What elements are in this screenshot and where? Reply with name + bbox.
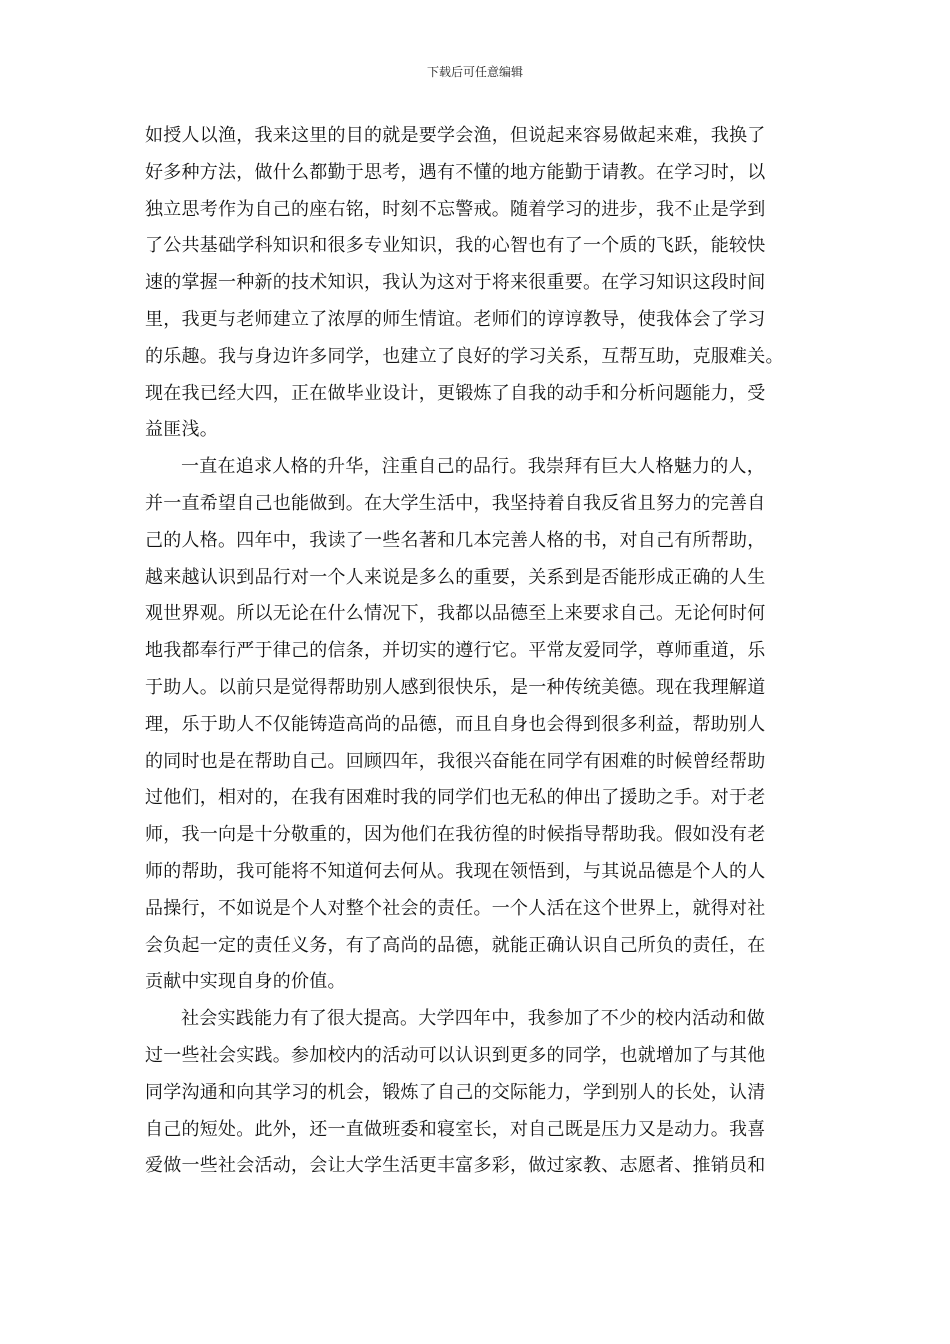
text-line: 速的掌握一种新的技术知识，我认为这对于将来很重要。在学习知识这段时间 <box>145 272 766 294</box>
text-line: 过一些社会实践。参加校内的活动可以认识到更多的同学，也就增加了与其他 <box>145 1044 766 1066</box>
text-line: 社会实践能力有了很大提高。大学四年中，我参加了不少的校内活动和做 <box>181 1008 765 1030</box>
text-line: 同学沟通和向其学习的机会，锻炼了自己的交际能力，学到别人的长处，认清 <box>145 1081 766 1103</box>
text-line: 越来越认识到品行对一个人来说是多么的重要，关系到是否能形成正确的人生 <box>145 566 766 588</box>
text-line: 爱做一些社会活动，会让大学生活更丰富多彩，做过家教、志愿者、推销员和 <box>145 1155 766 1177</box>
page-header: 下载后可任意编辑 <box>426 65 523 79</box>
text-line: 师的帮助，我可能将不知道何去何从。我现在领悟到，与其说品德是个人的人 <box>145 860 766 882</box>
paragraph-2 <box>145 449 806 1001</box>
text-line: 观世界观。所以无论在什么情况下，我都以品德至上来要求自己。无论何时何 <box>145 603 766 625</box>
text-line: 益匪浅。 <box>145 419 218 441</box>
text-line: 理，乐于助人不仅能铸造高尚的品德，而且自身也会得到很多利益，帮助别人 <box>145 713 766 735</box>
text-line: 并一直希望自己也能做到。在大学生活中，我坚持着自我反省且努力的完善自 <box>145 492 766 514</box>
text-line: 过他们，相对的，在我有困难时我的同学们也无私的伸出了援助之手。对于老 <box>145 787 766 809</box>
paragraph-3 <box>145 1001 806 1185</box>
text-line: 师，我一向是十分敬重的，因为他们在我彷徨的时候指导帮助我。假如没有老 <box>145 824 766 846</box>
text-line: 地我都奉行严于律己的信条，并切实的遵行它。平常友爱同学，尊师重道，乐 <box>145 640 766 662</box>
text-line: 的同时也是在帮助自己。回顾四年，我很兴奋能在同学有困难的时候曾经帮助 <box>145 750 766 772</box>
text-line: 于助人。以前只是觉得帮助别人感到很快乐，是一种传统美德。现在我理解道 <box>145 676 766 698</box>
text-line: 一直在追求人格的升华，注重自己的品行。我崇拜有巨大人格魅力的人， <box>181 456 765 478</box>
text-line: 自己的短处。此外，还一直做班委和寝室长，对自己既是压力又是动力。我喜 <box>145 1118 766 1140</box>
text-line: 如授人以渔，我来这里的目的就是要学会渔，但说起来容易做起来难，我换了 <box>145 125 766 146</box>
text-line: 独立思考作为自己的座右铭，时刻不忘警戒。随着学习的进步，我不止是学到 <box>145 198 766 220</box>
text-line: 了公共基础学科知识和很多专业知识，我的心智也有了一个质的飞跃，能较快 <box>145 235 766 257</box>
document-body <box>145 118 806 1185</box>
paragraph-1 <box>145 118 806 449</box>
text-line: 的乐趣。我与身边许多同学，也建立了良好的学习关系，互帮互助，克服难关。 <box>145 345 784 367</box>
text-line: 现在我已经大四，正在做毕业设计，更锻炼了自我的动手和分析问题能力，受 <box>145 382 766 404</box>
text-line: 里，我更与老师建立了浓厚的师生情谊。老师们的谆谆教导，使我体会了学习 <box>145 308 766 330</box>
text-line: 己的人格。四年中，我读了一些名著和几本完善人格的书，对自己有所帮助， <box>145 529 766 551</box>
text-line: 好多种方法，做什么都勤于思考，遇有不懂的地方能勤于请教。在学习时，以 <box>145 161 766 183</box>
text-line: 品操行，不如说是个人对整个社会的责任。一个人活在这个世界上，就得对社 <box>145 897 766 919</box>
text-line: 会负起一定的责任义务，有了高尚的品德，就能正确认识自己所负的责任，在 <box>145 934 766 956</box>
text-line: 贡献中实现自身的价值。 <box>145 971 346 993</box>
